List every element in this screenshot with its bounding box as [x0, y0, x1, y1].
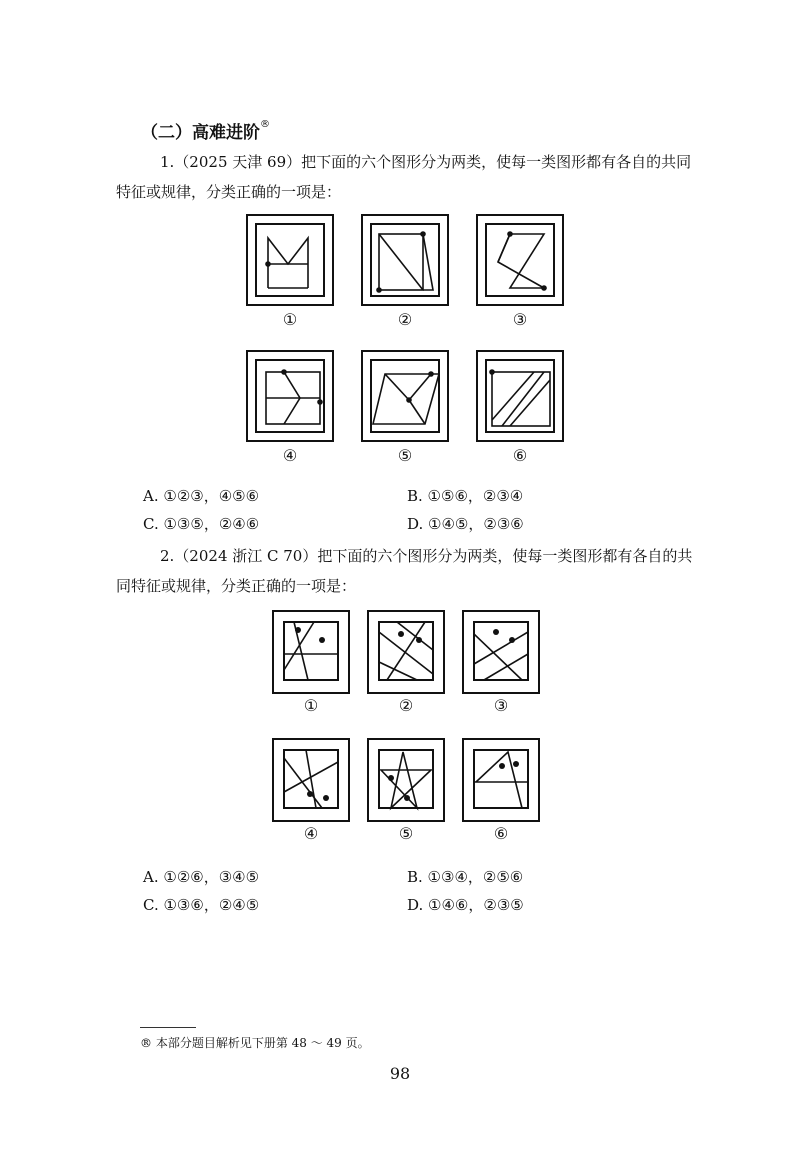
q2-label-5: ⑤	[398, 824, 414, 843]
footnote-divider	[140, 1027, 196, 1028]
q2-figure-1	[272, 610, 350, 694]
q2-stem-line2: 同特征或规律，分类正确的一项是：	[116, 577, 357, 595]
q1-label-1: ①	[282, 310, 298, 329]
q1-figure-4	[246, 350, 334, 442]
q1-option-c[interactable]: C. ①③⑤，②④⑥	[143, 515, 260, 533]
q1-stem-line1: 1.（2025 天津 69）把下面的六个图形分为两类，使每一类图形都有各自的共同	[160, 153, 692, 171]
q1-option-a[interactable]: A. ①②③，④⑤⑥	[143, 487, 260, 505]
q2-option-c[interactable]: C. ①③⑥，②④⑤	[143, 896, 260, 914]
q1-figure-6	[476, 350, 564, 442]
q2-label-1: ①	[303, 696, 319, 715]
page-number: 98	[389, 1064, 411, 1083]
q2-option-b[interactable]: B. ①③④，②⑤⑥	[407, 868, 524, 886]
q2-label-6: ⑥	[493, 824, 509, 843]
q1-option-d[interactable]: D. ①④⑤，②③⑥	[407, 515, 524, 533]
q1-figure-5	[361, 350, 449, 442]
q1-label-2: ②	[397, 310, 413, 329]
q1-label-6: ⑥	[512, 446, 528, 465]
q1-option-b[interactable]: B. ①⑤⑥，②③④	[407, 487, 524, 505]
q2-stem-line1: 2.（2024 浙江 C 70）把下面的六个图形分为两类，使每一类图形都有各自的共	[160, 547, 693, 565]
q1-figure-3	[476, 214, 564, 306]
q2-figure-3	[462, 610, 540, 694]
section-title	[141, 118, 270, 143]
q2-label-3: ③	[493, 696, 509, 715]
q2-figure-5	[367, 738, 445, 822]
q1-stem-line2: 特征或规律，分类正确的一项是：	[116, 183, 342, 201]
q2-label-4: ④	[303, 824, 319, 843]
section-title-text: （二）高难进阶	[141, 123, 260, 143]
q1-label-4: ④	[282, 446, 298, 465]
q2-label-2: ②	[398, 696, 414, 715]
q1-label-5: ⑤	[397, 446, 413, 465]
footnote-mark: ®	[260, 119, 270, 131]
q2-figure-6	[462, 738, 540, 822]
q2-option-a[interactable]: A. ①②⑥，③④⑤	[143, 868, 260, 886]
q2-option-d[interactable]: D. ①④⑥，②③⑤	[407, 896, 524, 914]
footnote-text: ® 本部分题目解析见下册第 48 ～ 49 页。	[140, 1036, 370, 1050]
q1-label-3: ③	[512, 310, 528, 329]
q2-figure-2	[367, 610, 445, 694]
q1-figure-2	[361, 214, 449, 306]
q1-figure-1	[246, 214, 334, 306]
q2-figure-4	[272, 738, 350, 822]
